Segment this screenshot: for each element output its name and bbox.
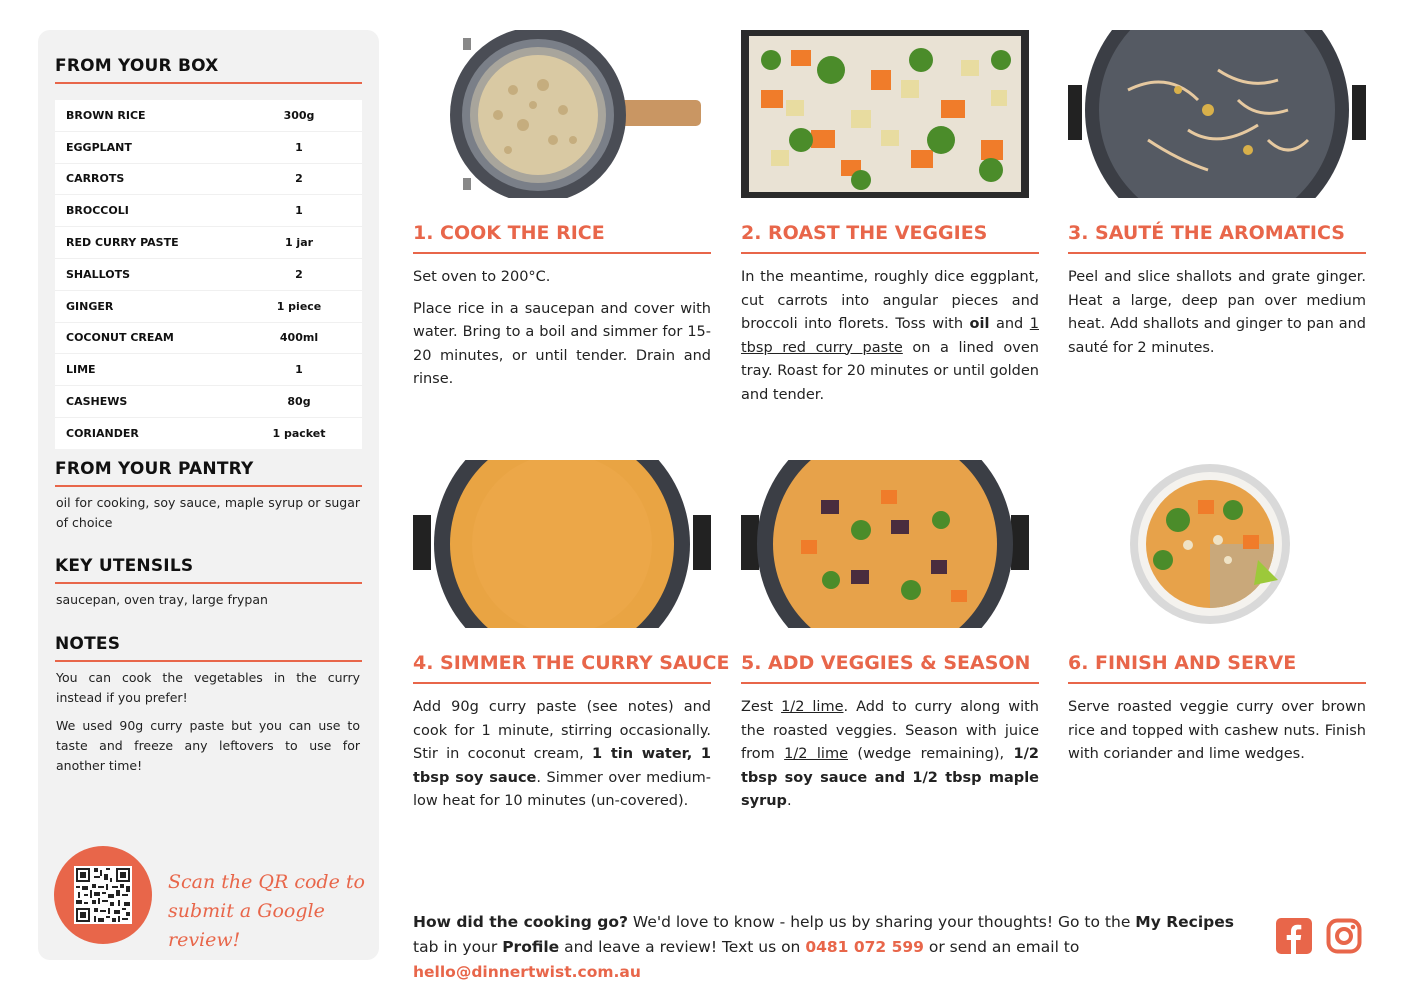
ingredient-qty: 2	[295, 172, 303, 186]
notes-text-1: You can cook the vegetables in the curry instead if you prefer!	[56, 670, 360, 705]
ingredient-name: EGGPLANT	[66, 140, 132, 154]
step-1	[413, 30, 711, 450]
pantry-text: oil for cooking, soy sauce, maple syrup or sugar of choice	[56, 495, 360, 530]
step-6-instructions	[1068, 696, 1366, 775]
step-4-text-2: . Simmer over medium-low heat for 10 minutes (un-covered).	[413, 769, 711, 809]
ingredient-row	[55, 195, 362, 227]
ingredient-qty: 1 jar	[284, 236, 314, 250]
step-5-underline-2: 1/2 lime	[784, 746, 849, 762]
ingredient-row	[55, 354, 362, 386]
step-6-title: 6. FINISH AND SERVE	[1068, 652, 1297, 674]
ingredient-row	[55, 259, 362, 291]
ingredient-qty: 1 packet	[272, 426, 326, 440]
qr-code-badge[interactable]	[54, 846, 152, 944]
ingredient-qty: 1	[295, 140, 303, 154]
step-2-text-1: In the meantime, roughly dice eggplant, cut carrots into angular pieces and broccoli into florets. Toss with	[741, 269, 1039, 332]
step-4	[413, 460, 730, 880]
step-2-instructions	[741, 266, 1039, 415]
step-5-text-1: Zest	[741, 699, 782, 715]
step-2-title: 2. ROAST THE VEGGIES	[741, 222, 988, 244]
notes-heading: NOTES	[55, 634, 121, 654]
ingredient-qty: 1	[295, 204, 303, 218]
curry-sauce-pan-photo	[413, 460, 711, 628]
curry-bowl-photo	[1068, 460, 1366, 628]
step-2-underline-1: 1 tbsp red curry paste	[741, 316, 1039, 356]
step-1-title: 1. COOK THE RICE	[413, 222, 605, 244]
ingredient-qty: 1	[295, 363, 303, 377]
ingredient-qty: 80g	[287, 395, 311, 409]
step-6-text-1: Serve roasted veggie curry over brown rice and topped with cashew nuts. Finish with coriander and lime wedges.	[1068, 699, 1366, 762]
step-5-bold-1: 1/2 tbsp soy sauce and 1/2 tbsp maple syrup	[741, 746, 1039, 809]
divider	[55, 582, 362, 584]
divider	[741, 252, 1039, 254]
qr-message-line1: Scan the QR code to	[168, 871, 365, 893]
step-2-text-2: and	[989, 316, 1030, 332]
ingredient-name: SHALLOTS	[66, 267, 131, 281]
step-3-instructions	[1068, 266, 1366, 368]
ingredient-name: RED CURRY PASTE	[66, 236, 179, 250]
ingredients-table	[55, 100, 362, 449]
from-your-pantry-heading: FROM YOUR PANTRY	[55, 459, 254, 479]
ingredient-qty: 300g	[283, 108, 315, 122]
key-utensils-heading: KEY UTENSILS	[55, 556, 194, 576]
ingredient-row	[55, 323, 362, 355]
ingredient-row	[55, 291, 362, 323]
ingredient-qty: 1 piece	[276, 299, 322, 313]
step-2-bold-1: oil	[969, 316, 990, 332]
facebook-icon[interactable]	[1276, 918, 1312, 954]
ingredient-name: GINGER	[66, 299, 114, 313]
ingredient-row	[55, 100, 362, 132]
ingredient-name: CARROTS	[66, 172, 125, 186]
footer-text-3: and leave a review! Text us on	[559, 938, 806, 956]
step-5-text-2: . Add to curry along with the roasted veggies. Season with juice from	[741, 699, 1039, 762]
footer-text-4: or send an email to	[923, 938, 1080, 956]
step-4-title: 4. SIMMER THE CURRY SAUCE	[413, 652, 730, 674]
step-1-instructions	[413, 266, 711, 400]
footer-bold-profile: Profile	[502, 938, 560, 956]
instagram-icon[interactable]	[1326, 918, 1362, 954]
ingredient-name: CASHEWS	[66, 395, 128, 409]
step-5	[741, 460, 1039, 880]
divider	[1068, 682, 1366, 684]
step-5-instructions	[741, 696, 1039, 822]
ingredient-row	[55, 132, 362, 164]
ingredient-row	[55, 164, 362, 196]
rice-in-strainer-photo	[413, 30, 711, 198]
step-5-text-4: .	[786, 793, 792, 809]
divider	[413, 682, 711, 684]
step-5-title: 5. ADD VEGGIES & SEASON	[741, 652, 1031, 674]
step-4-instructions	[413, 696, 711, 822]
footer-text-1: We'd love to know - help us by sharing your thoughts! Go to the	[627, 913, 1136, 931]
step-3	[1068, 30, 1366, 450]
from-your-box-heading: FROM YOUR BOX	[55, 56, 219, 76]
step-2	[741, 30, 1039, 450]
phone-link[interactable]: 0481 072 599	[805, 938, 924, 956]
ingredient-row	[55, 227, 362, 259]
qr-code-message	[168, 868, 368, 955]
divider	[413, 252, 711, 254]
curry-with-veggies-photo	[741, 460, 1039, 628]
divider	[55, 485, 362, 487]
step-5-text-3: (wedge remaining),	[848, 746, 1014, 762]
qr-code-icon	[74, 866, 132, 924]
notes-text-2: We used 90g curry paste but you can use to taste and freeze any leftovers to use for another time!	[56, 718, 360, 773]
ingredient-name: BROCCOLI	[66, 204, 129, 218]
email-link[interactable]: hello@dinnertwist.com.au	[413, 963, 641, 981]
step-1-text-2: Place rice in a saucepan and cover with water. Bring to a boil and simmer for 15-20 minutes, or until tender. Drain and rinse.	[413, 300, 711, 387]
utensils-text: saucepan, oven tray, large frypan	[56, 592, 268, 607]
footer-text-2: tab in your	[413, 938, 503, 956]
ingredient-qty: 400ml	[279, 331, 319, 345]
step-2-text-3: on a lined oven tray. Roast for 20 minutes or until golden and tender.	[741, 339, 1039, 403]
step-4-text-1: Add 90g curry paste (see notes) and cook for 1 minute, stirring occasionally. Stir in coconut cream,	[413, 699, 711, 762]
divider	[1068, 252, 1366, 254]
step-6	[1068, 460, 1366, 880]
ingredient-name: LIME	[66, 363, 96, 377]
ingredient-name: CORIANDER	[66, 426, 139, 440]
ingredient-row	[55, 386, 362, 418]
shallots-in-pan-photo	[1068, 30, 1366, 198]
roasted-veggies-tray-photo	[741, 30, 1039, 198]
ingredient-qty: 2	[295, 267, 303, 281]
step-3-title: 3. SAUTÉ THE AROMATICS	[1068, 222, 1345, 244]
step-4-bold-1: 1 tin water, 1 tbsp soy sauce	[413, 746, 711, 786]
divider	[55, 660, 362, 662]
step-1-text-1: Set oven to 200°C.	[413, 269, 551, 285]
footer-bold-question: How did the cooking go?	[413, 913, 628, 931]
step-3-text-1: Peel and slice shallots and grate ginger. Heat a large, deep pan over medium heat. Add shallots and ginger to pan and sauté for 2 minutes.	[1068, 269, 1366, 356]
step-5-underline-1: 1/2 lime	[781, 699, 844, 715]
divider	[741, 682, 1039, 684]
ingredient-name: BROWN RICE	[66, 108, 146, 122]
divider	[55, 82, 362, 84]
ingredient-name: COCONUT CREAM	[66, 331, 174, 345]
ingredients-sidebar	[38, 30, 379, 960]
footer-bold-my-recipes: My Recipes	[1135, 913, 1234, 931]
ingredient-row	[55, 418, 362, 449]
qr-message-line2: submit a Google review!	[168, 900, 325, 951]
review-prompt	[413, 910, 1263, 985]
